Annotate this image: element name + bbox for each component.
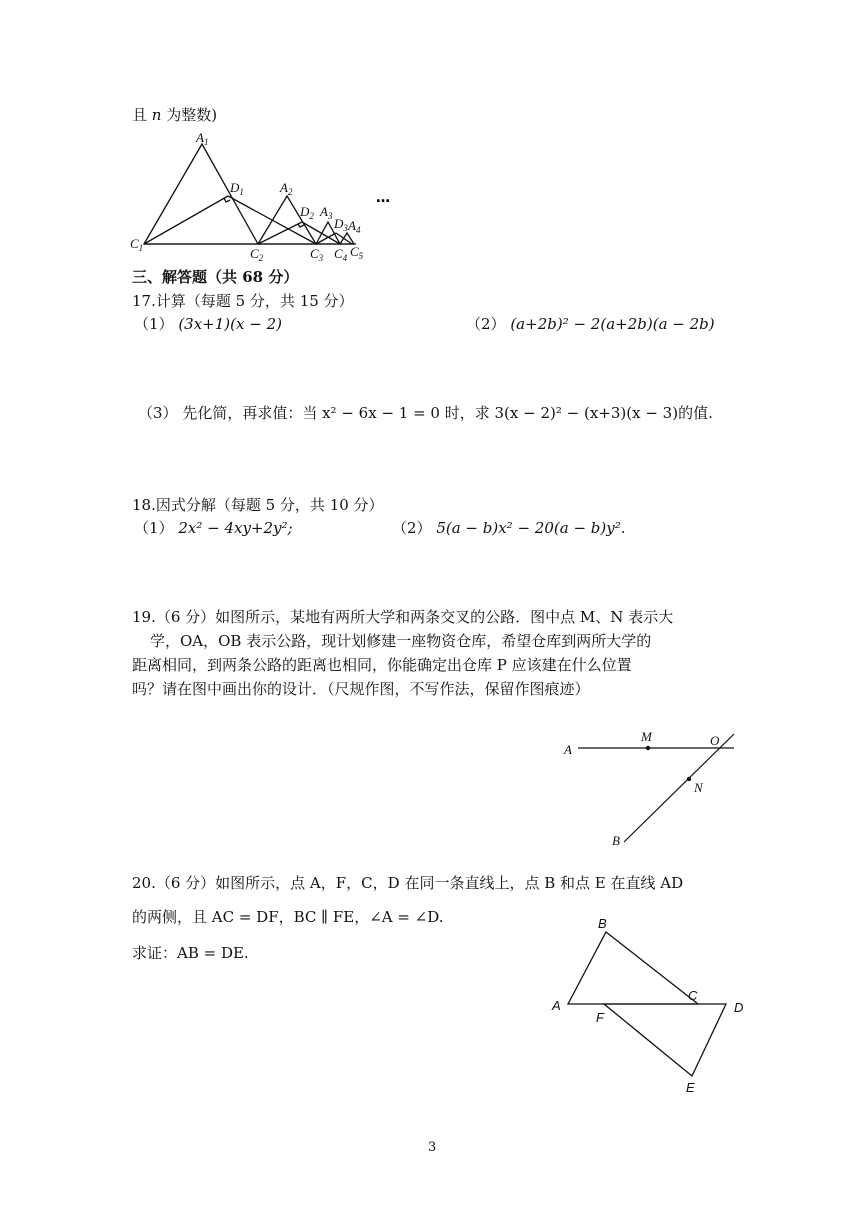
q17-part2-label: （2） — [466, 315, 506, 333]
q16-triangle-chain-figure — [120, 126, 500, 266]
label-c1: $C_1$ — [130, 236, 144, 253]
q19-roads-figure — [560, 724, 760, 854]
right-angle-d1 — [224, 198, 230, 202]
q17-part2 — [466, 313, 715, 334]
q18-part2-expr: 5(a − b)x² − 20(a − b)y². — [436, 519, 626, 537]
q20-triangles-figure — [548, 912, 758, 1102]
label-d: D — [734, 1000, 744, 1015]
q18-part1-expr: 2x² − 4xy+2y²; — [178, 519, 293, 537]
label-b: B — [612, 833, 620, 848]
section-heading: 三、解答题（共 68 分） — [132, 268, 299, 286]
q19-line3: 距离相同，到两条公路的距离也相同，你能确定出仓库 P 应该建在什么位置 — [132, 656, 632, 674]
label-c3: $C_3$ — [310, 246, 324, 263]
triangle-abc — [568, 932, 698, 1004]
q17-part2-expr: (a+2b)² − 2(a+2b)(a − 2b) — [510, 315, 715, 333]
q18-part1 — [134, 517, 293, 538]
label-d1: $D_1$ — [230, 180, 244, 197]
q20-line2: 的两侧，且 AC = DF，BC ∥ FE，∠A = ∠D. — [132, 908, 444, 926]
label-c5: $C_5$ — [350, 244, 364, 261]
triangle-fde — [604, 1004, 726, 1076]
q17-part3 — [138, 402, 713, 423]
q17-part1-label: （1） — [134, 315, 174, 333]
triangle-a4 — [340, 233, 354, 244]
label-c: C — [688, 988, 698, 1003]
q17-part3-text: 先化简，再求值：当 x² − 6x − 1 = 0 时，求 3(x − 2)² − (x+3)(x − 3)的值. — [182, 404, 713, 422]
q18-part2 — [392, 517, 626, 538]
label-a1: $A_1$ — [196, 130, 209, 147]
label-a4: $A_4$ — [348, 218, 361, 235]
label-a: A — [564, 742, 572, 757]
q16-tail-pre: 且 — [132, 106, 148, 124]
q19-line1: 19.（6 分）如图所示，某地有两所大学和两条交叉的公路．图中点 M、N 表示大 — [132, 608, 674, 626]
point-m — [646, 746, 650, 750]
q19-line4: 吗？请在图中画出你的设计．（尺规作图，不写作法，保留作图痕迹） — [132, 680, 590, 698]
q17-part3-label: （3） — [138, 404, 178, 422]
q18-heading: 18.因式分解（每题 5 分，共 10 分） — [132, 496, 384, 514]
label-a3: $A_3$ — [320, 204, 333, 221]
label-m: M — [641, 729, 652, 744]
label-n: N — [694, 780, 703, 795]
q19-line2: 学，OA，OB 表示公路，现计划修建一座物资仓库，希望仓库到两所大学的 — [150, 632, 652, 650]
segment-c1-d1 — [144, 196, 228, 244]
point-n — [687, 777, 691, 781]
label-f: F — [596, 1010, 604, 1025]
road-ob — [624, 734, 734, 842]
label-a: A — [552, 998, 561, 1013]
label-d3: $D_3$ — [334, 216, 348, 233]
q20-line3: 求证：AB = DE. — [132, 944, 249, 962]
q17-part1 — [134, 313, 282, 334]
label-c2: $C_2$ — [250, 246, 264, 263]
q18-part2-label: （2） — [392, 519, 432, 537]
label-c4: $C_4$ — [334, 246, 348, 263]
q17-heading: 17.计算（每题 5 分，共 15 分） — [132, 292, 354, 310]
q16-tail — [132, 104, 217, 125]
q16-tail-post: 为整数) — [166, 106, 218, 124]
label-d2: $D_2$ — [300, 204, 314, 221]
label-b: B — [598, 916, 607, 931]
q16-tail-var: n — [151, 106, 162, 124]
q18-part1-label: （1） — [134, 519, 174, 537]
q17-part1-expr: (3x+1)(x − 2) — [178, 315, 282, 333]
right-angle-d2 — [298, 224, 304, 227]
figure-ellipsis: … — [376, 190, 390, 206]
label-a2: $A_2$ — [280, 180, 293, 197]
q20-line1: 20.（6 分）如图所示，点 A，F，C，D 在同一条直线上，点 B 和点 E 在直线 AD — [132, 874, 684, 892]
label-e: E — [686, 1080, 695, 1095]
label-o: O — [710, 733, 720, 748]
page-number: 3 — [428, 1140, 437, 1155]
